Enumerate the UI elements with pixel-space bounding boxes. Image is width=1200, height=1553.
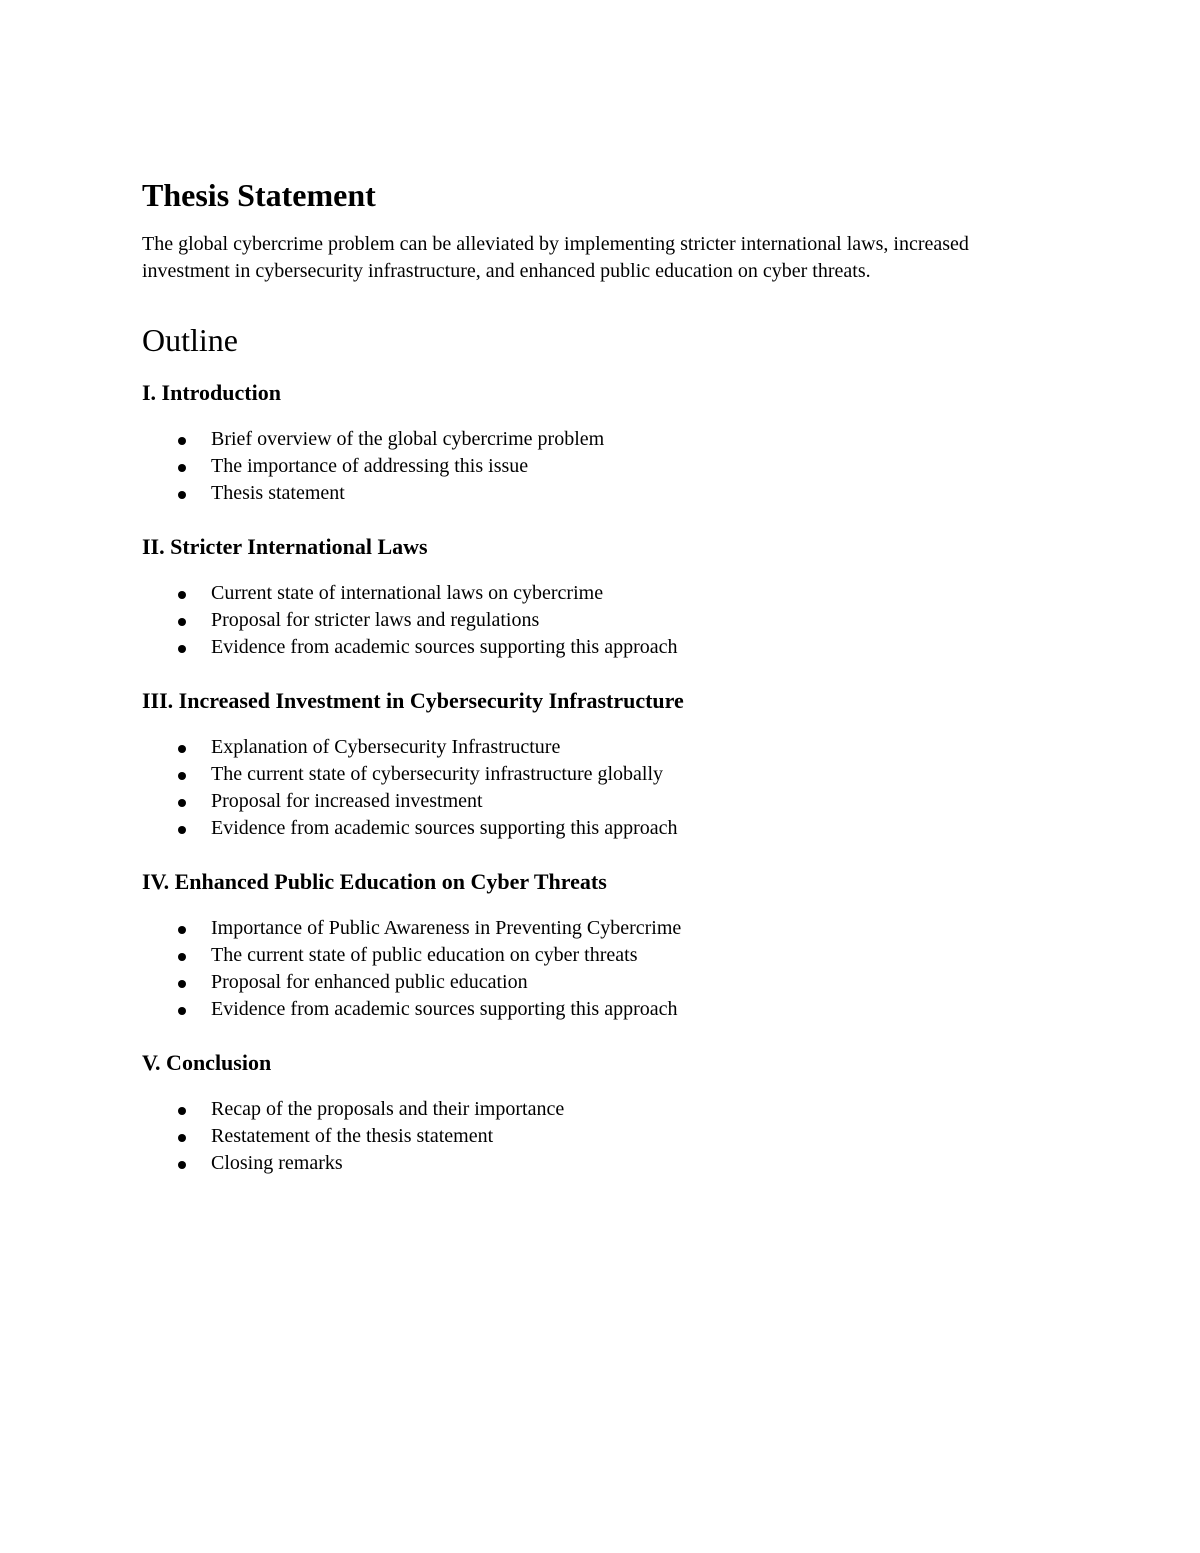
section-conclusion (142, 1048, 1042, 1177)
list-item-text: The current state of cybersecurity infrastructure globally (211, 762, 664, 785)
section-heading: I. Introduction (142, 379, 281, 405)
list-item (178, 915, 1042, 942)
list-item (178, 634, 1042, 661)
bullet-icon (178, 491, 186, 499)
list-item (178, 1096, 1042, 1123)
outline-title: Outline (142, 322, 238, 359)
bullet-icon (178, 1161, 186, 1169)
document-content (142, 176, 1042, 1202)
list-item (178, 453, 1042, 480)
list-item-text: Restatement of the thesis statement (211, 1124, 494, 1147)
list-item-text: Proposal for increased investment (211, 789, 483, 812)
list-item-text: Current state of international laws on cybercrime (211, 581, 604, 604)
list-item (178, 761, 1042, 788)
list-item (178, 580, 1042, 607)
section-heading: V. Conclusion (142, 1049, 272, 1075)
bullet-list (142, 915, 1042, 1023)
list-item-text: Recap of the proposals and their importance (211, 1097, 565, 1120)
list-item-text: Explanation of Cybersecurity Infrastructure (211, 735, 561, 758)
list-item-text: Brief overview of the global cybercrime problem (211, 427, 605, 450)
section-stricter-laws (142, 532, 1042, 661)
bullet-icon (178, 799, 186, 807)
list-item (178, 607, 1042, 634)
bullet-icon (178, 826, 186, 834)
bullet-icon (178, 1134, 186, 1142)
list-item-text: Proposal for stricter laws and regulations (211, 608, 540, 631)
list-item (178, 942, 1042, 969)
list-item (178, 1123, 1042, 1150)
list-item-text: Closing remarks (211, 1151, 343, 1174)
section-heading: IV. Enhanced Public Education on Cyber Threats (142, 868, 607, 894)
list-item-text: Thesis statement (211, 481, 345, 504)
thesis-title: Thesis Statement (142, 177, 376, 213)
section-heading: II. Stricter International Laws (142, 533, 428, 559)
bullet-icon (178, 437, 186, 445)
bullet-icon (178, 772, 186, 780)
section-introduction (142, 378, 1042, 507)
list-item-text: Evidence from academic sources supporting this approach (211, 816, 678, 839)
bullet-icon (178, 464, 186, 472)
bullet-list (142, 580, 1042, 661)
list-item-text: Importance of Public Awareness in Preventing Cybercrime (211, 916, 682, 939)
bullet-icon (178, 926, 186, 934)
list-item (178, 734, 1042, 761)
list-item-text: The importance of addressing this issue (211, 454, 529, 477)
bullet-icon (178, 953, 186, 961)
list-item-text: Proposal for enhanced public education (211, 970, 528, 993)
bullet-icon (178, 618, 186, 626)
list-item (178, 815, 1042, 842)
list-item-text: Evidence from academic sources supporting this approach (211, 997, 678, 1020)
bullet-icon (178, 645, 186, 653)
bullet-icon (178, 1007, 186, 1015)
bullet-icon (178, 1107, 186, 1115)
list-item-text: The current state of public education on cyber threats (211, 943, 638, 966)
bullet-list (142, 734, 1042, 842)
list-item (178, 426, 1042, 453)
thesis-text: The global cybercrime problem can be alleviated by implementing stricter international laws, increased investment in cybersecurity infrastructure, and enhanced public education on cyber threats. (142, 233, 969, 283)
list-item (178, 1150, 1042, 1177)
list-item (178, 788, 1042, 815)
bullet-list (142, 426, 1042, 507)
section-public-education (142, 867, 1042, 1023)
list-item (178, 969, 1042, 996)
list-item-text: Evidence from academic sources supporting this approach (211, 635, 678, 658)
bullet-icon (178, 980, 186, 988)
list-item (178, 996, 1042, 1023)
bullet-list (142, 1096, 1042, 1177)
bullet-icon (178, 591, 186, 599)
section-heading: III. Increased Investment in Cybersecurity Infrastructure (142, 687, 684, 713)
section-investment (142, 686, 1042, 842)
bullet-icon (178, 745, 186, 753)
list-item (178, 480, 1042, 507)
